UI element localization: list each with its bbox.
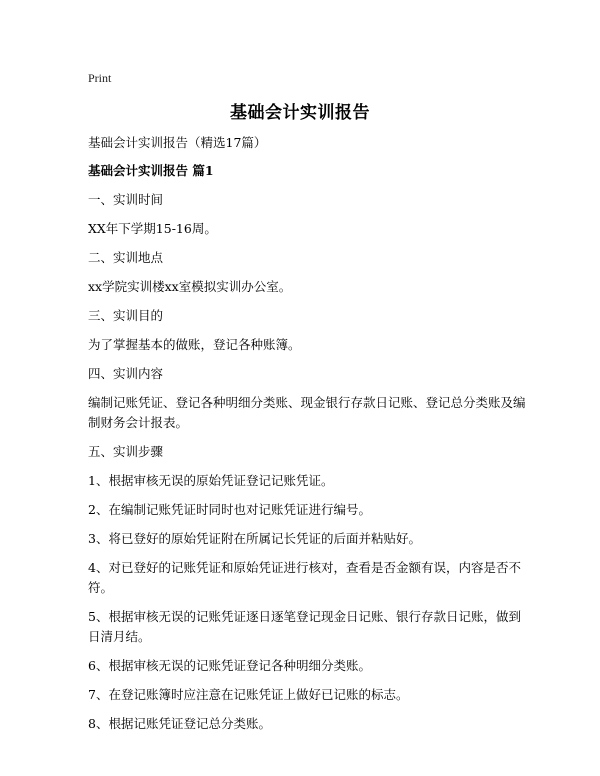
paragraph-steps-heading: 五、实训步骤: [88, 444, 164, 459]
step-item-1: 1、根据审核无误的原始凭证登记记账凭证。: [88, 473, 334, 488]
section-heading: 基础会计实训报告 篇1: [88, 163, 214, 178]
step-item-6: 6、根据审核无误的记账凭证登记各种明细分类账。: [88, 658, 371, 673]
paragraph-content-heading: 四、实训内容: [88, 366, 164, 381]
step-item-4: 4、对已登好的记账凭证和原始凭证进行核对，查看是否金额有误，内容是否不符。: [88, 560, 521, 595]
step-item-7: 7、在登记账簿时应注意在记账凭证上做好已记账的标志。: [88, 687, 409, 702]
paragraph-content: 编制记账凭证、登记各种明细分类账、现金银行存款日记账、登记总分类账及编制财务会计报表。: [88, 395, 526, 430]
paragraph-location: xx学院实训楼xx室模拟实训办公室。: [88, 279, 292, 294]
paragraph-time-heading: 一、实训时间: [88, 192, 164, 207]
document-subtitle: 基础会计实训报告（精选17篇）: [88, 135, 267, 150]
paragraph-purpose: 为了掌握基本的做账，登记各种账簿。: [88, 337, 301, 352]
paragraph-purpose-heading: 三、实训目的: [88, 308, 164, 323]
step-item-2: 2、在编制记账凭证时同时也对记账凭证进行编号。: [88, 502, 371, 517]
step-item-8: 8、根据记账凭证登记总分类账。: [88, 716, 271, 731]
step-item-3: 3、将已登好的原始凭证附在所属记长凭证的后面并粘贴好。: [88, 531, 421, 546]
step-item-5: 5、根据审核无误的记账凭证逐日逐笔登记现金日记账、银行存款日记账，做到日清月结。: [88, 609, 521, 644]
page-title: 基础会计实训报告: [230, 103, 370, 123]
paragraph-time: XX年下学期15-16周。: [88, 221, 217, 236]
print-label: Print: [88, 71, 112, 85]
document-body: [88, 133, 528, 743]
paragraph-location-heading: 二、实训地点: [88, 250, 164, 265]
